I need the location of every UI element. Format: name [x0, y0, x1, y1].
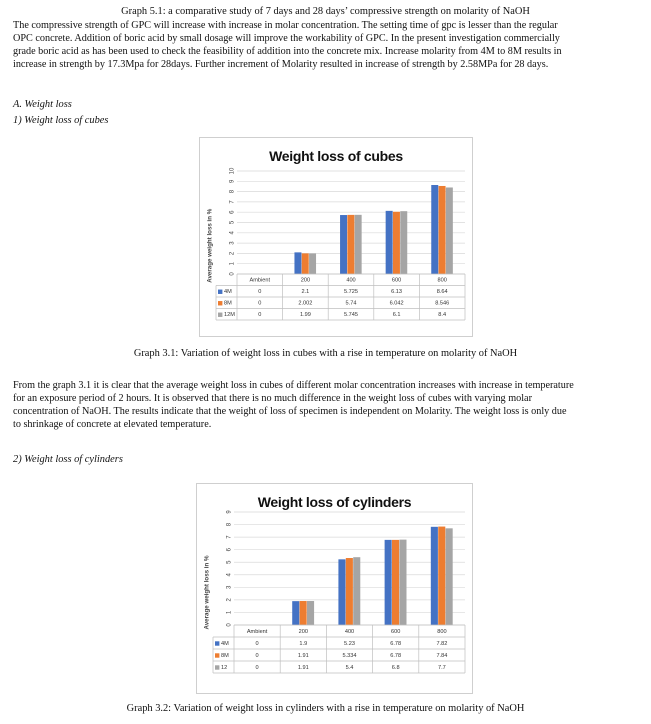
legend-swatch [215, 641, 219, 645]
legend-series-name: 12 [221, 664, 228, 671]
legend-series-name: 12M [224, 312, 235, 319]
top-paragraph-line: OPC concrete. Addition of boric acid by small dosage will improve the workability of GPC. In the present investigation commercially [13, 33, 560, 44]
y-tick-label: 9 [226, 510, 233, 514]
bar-4m-200 [294, 252, 301, 274]
cubes-chart-svg [200, 138, 472, 336]
y-tick-label: 3 [229, 241, 236, 245]
y-tick-label: 3 [226, 585, 233, 590]
table-cell-value: 5.4 [345, 664, 354, 671]
bar-8m-400 [346, 558, 353, 625]
y-tick-label: 5 [229, 220, 236, 225]
x-category-label: 200 [298, 628, 308, 635]
bar-8m-600 [393, 212, 400, 274]
table-cell-value: 6.13 [391, 289, 403, 296]
table-cell-value: 7.7 [438, 664, 446, 671]
y-tick-label: 0 [226, 623, 233, 627]
subsection-heading-cubes: 1) Weight loss of cubes [13, 115, 109, 126]
table-cell-value: 7.82 [436, 640, 448, 647]
x-category-label: Ambient [249, 277, 271, 284]
x-category-label: 400 [346, 277, 356, 284]
table-cell-value: 8.4 [438, 312, 447, 319]
top-paragraph-line: increase in strength by 17.3Mpa for 28days. Further increment of Molarity resulted in increase of strength by 2.58MPa for 28 days. [13, 59, 549, 70]
table-cell-value: 5.725 [344, 289, 358, 296]
y-tick-label: 8 [229, 189, 236, 194]
table-cell-value: 2.1 [301, 289, 310, 296]
table-cell-value: 1.99 [299, 312, 311, 319]
y-tick-label: 1 [226, 610, 233, 615]
middle-paragraph-line: concentration of NaOH. The results indicate that the weight of loss of specimen is independent on Molarity. The weight loss is only due [13, 406, 567, 417]
y-tick-label: 6 [229, 210, 236, 214]
table-cell-value: 0 [255, 664, 259, 671]
table-cell-value: 6.8 [391, 664, 400, 671]
table-cell-value: 6.78 [390, 640, 402, 647]
y-tick-label: 9 [229, 179, 236, 183]
middle-paragraph-line: From the graph 3.1 it is clear that the average weight loss in cubes of different molar concentration increases with increase in temperature [13, 380, 574, 391]
table-cell-value: 1.91 [297, 664, 309, 671]
graph-5-1-caption: Graph 5.1: a comparative study of 7 days and 28 days’ compressive strength on molarity of NaOH [121, 6, 530, 17]
bar-8m-400 [347, 215, 354, 274]
x-category-label: Ambient [246, 628, 268, 635]
bar-4m-600 [385, 540, 392, 625]
bar-12-600 [399, 540, 406, 625]
y-tick-label: 0 [229, 272, 236, 276]
table-cell-value: 1.91 [297, 652, 309, 659]
table-cell-value: 5.334 [342, 652, 357, 659]
x-category-label: 800 [437, 628, 447, 635]
x-category-label: 800 [437, 277, 447, 284]
x-category-label: 600 [391, 277, 402, 284]
legend-swatch [215, 665, 219, 669]
table-cell-value: 6.78 [390, 652, 402, 659]
y-tick-label: 2 [226, 598, 233, 602]
y-tick-label: 5 [226, 560, 233, 564]
middle-paragraph-line: for an exposure period of 2 hours. It is observed that there is no much difference in the weight loss of cubes with varying molar [13, 393, 532, 404]
bar-4m-400 [338, 559, 345, 625]
top-paragraph-line: The compressive strength of GPC will increase with increase in molar concentration. The setting time of gpc is lesser than the regular [13, 20, 558, 31]
legend-swatch [218, 313, 222, 317]
graph-3-2-caption: Graph 3.2: Variation of weight loss in cylinders with a rise in temperature on molarity of NaOH [126, 703, 525, 714]
cylinders-chart-svg [197, 484, 472, 693]
bar-8m-600 [392, 540, 399, 625]
bar-8m-200 [302, 253, 309, 274]
y-tick-label: 2 [229, 251, 236, 256]
legend-series-name: 4M [224, 289, 232, 296]
legend-series-name: 8M [221, 652, 229, 659]
table-cell-value: 1.9 [299, 640, 308, 647]
y-tick-label: 4 [229, 231, 236, 235]
y-tick-label: 7 [226, 535, 233, 539]
bar-12m-200 [309, 254, 316, 274]
subsection-heading-cylinders: 2) Weight loss of cylinders [13, 454, 123, 465]
bar-8m-200 [300, 601, 307, 625]
table-cell-value: 0 [255, 652, 259, 659]
y-tick-label: 1 [229, 262, 236, 266]
legend-swatch [215, 653, 219, 657]
table-cell-value: 6.1 [392, 312, 401, 319]
y-tick-label: 6 [226, 547, 233, 552]
table-cell-value: 0 [255, 640, 259, 647]
y-tick-label: 7 [229, 200, 236, 204]
bar-4m-800 [431, 527, 438, 625]
table-cell-value: 5.74 [345, 300, 357, 307]
y-tick-label: 4 [226, 573, 233, 577]
table-cell-value: 0 [258, 289, 262, 296]
table-cell-value: 0 [258, 312, 262, 319]
bar-4m-800 [431, 185, 438, 274]
middle-paragraph-line: to shrinkage of concrete at elevated temperature. [13, 419, 212, 430]
chart-title: Weight loss of cylinders [257, 494, 412, 510]
legend-series-name: 4M [221, 640, 229, 647]
bar-12-400 [353, 557, 360, 625]
chart-title: Weight loss of cubes [269, 148, 403, 164]
cubes-chart [199, 137, 473, 337]
legend-series-name: 8M [224, 300, 232, 307]
y-tick-label: 10 [229, 167, 236, 175]
section-heading-weight-loss: A. Weight loss [13, 99, 72, 110]
y-axis-label: Average weight loss in % [206, 208, 214, 283]
table-cell-value: 5.745 [344, 312, 358, 319]
bar-12m-400 [355, 215, 362, 274]
bar-8m-800 [439, 186, 446, 274]
bar-12-800 [446, 528, 453, 625]
bar-12m-600 [400, 211, 407, 274]
bar-4m-600 [386, 211, 393, 274]
y-axis-label: Average weight loss in % [203, 555, 211, 630]
table-cell-value: 5.23 [344, 640, 355, 647]
top-paragraph-line: grade boric acid as has been used to check the feasibility of addition into the concrete mix. Increase molarity from 4M to 8M results in [13, 46, 562, 57]
y-tick-label: 8 [226, 522, 233, 527]
graph-3-1-caption: Graph 3.1: Variation of weight loss in cubes with a rise in temperature on molarity of NaOH [133, 348, 518, 359]
table-cell-value: 2.002 [298, 300, 313, 307]
bar-12-200 [307, 601, 314, 625]
bar-4m-400 [340, 215, 347, 274]
x-category-label: 600 [391, 628, 401, 635]
bar-4m-200 [292, 601, 299, 625]
cylinders-chart [196, 483, 473, 694]
x-category-label: 200 [300, 277, 311, 284]
table-cell-value: 6.042 [389, 300, 404, 307]
table-cell-value: 0 [258, 300, 262, 307]
x-category-label: 400 [344, 628, 355, 635]
table-cell-value: 8.64 [436, 289, 448, 296]
legend-swatch [218, 301, 222, 305]
legend-swatch [218, 290, 222, 294]
bar-12m-800 [446, 187, 453, 274]
bar-8m-800 [438, 527, 445, 625]
table-cell-value: 7.84 [436, 652, 448, 659]
table-cell-value: 8.546 [435, 300, 450, 307]
